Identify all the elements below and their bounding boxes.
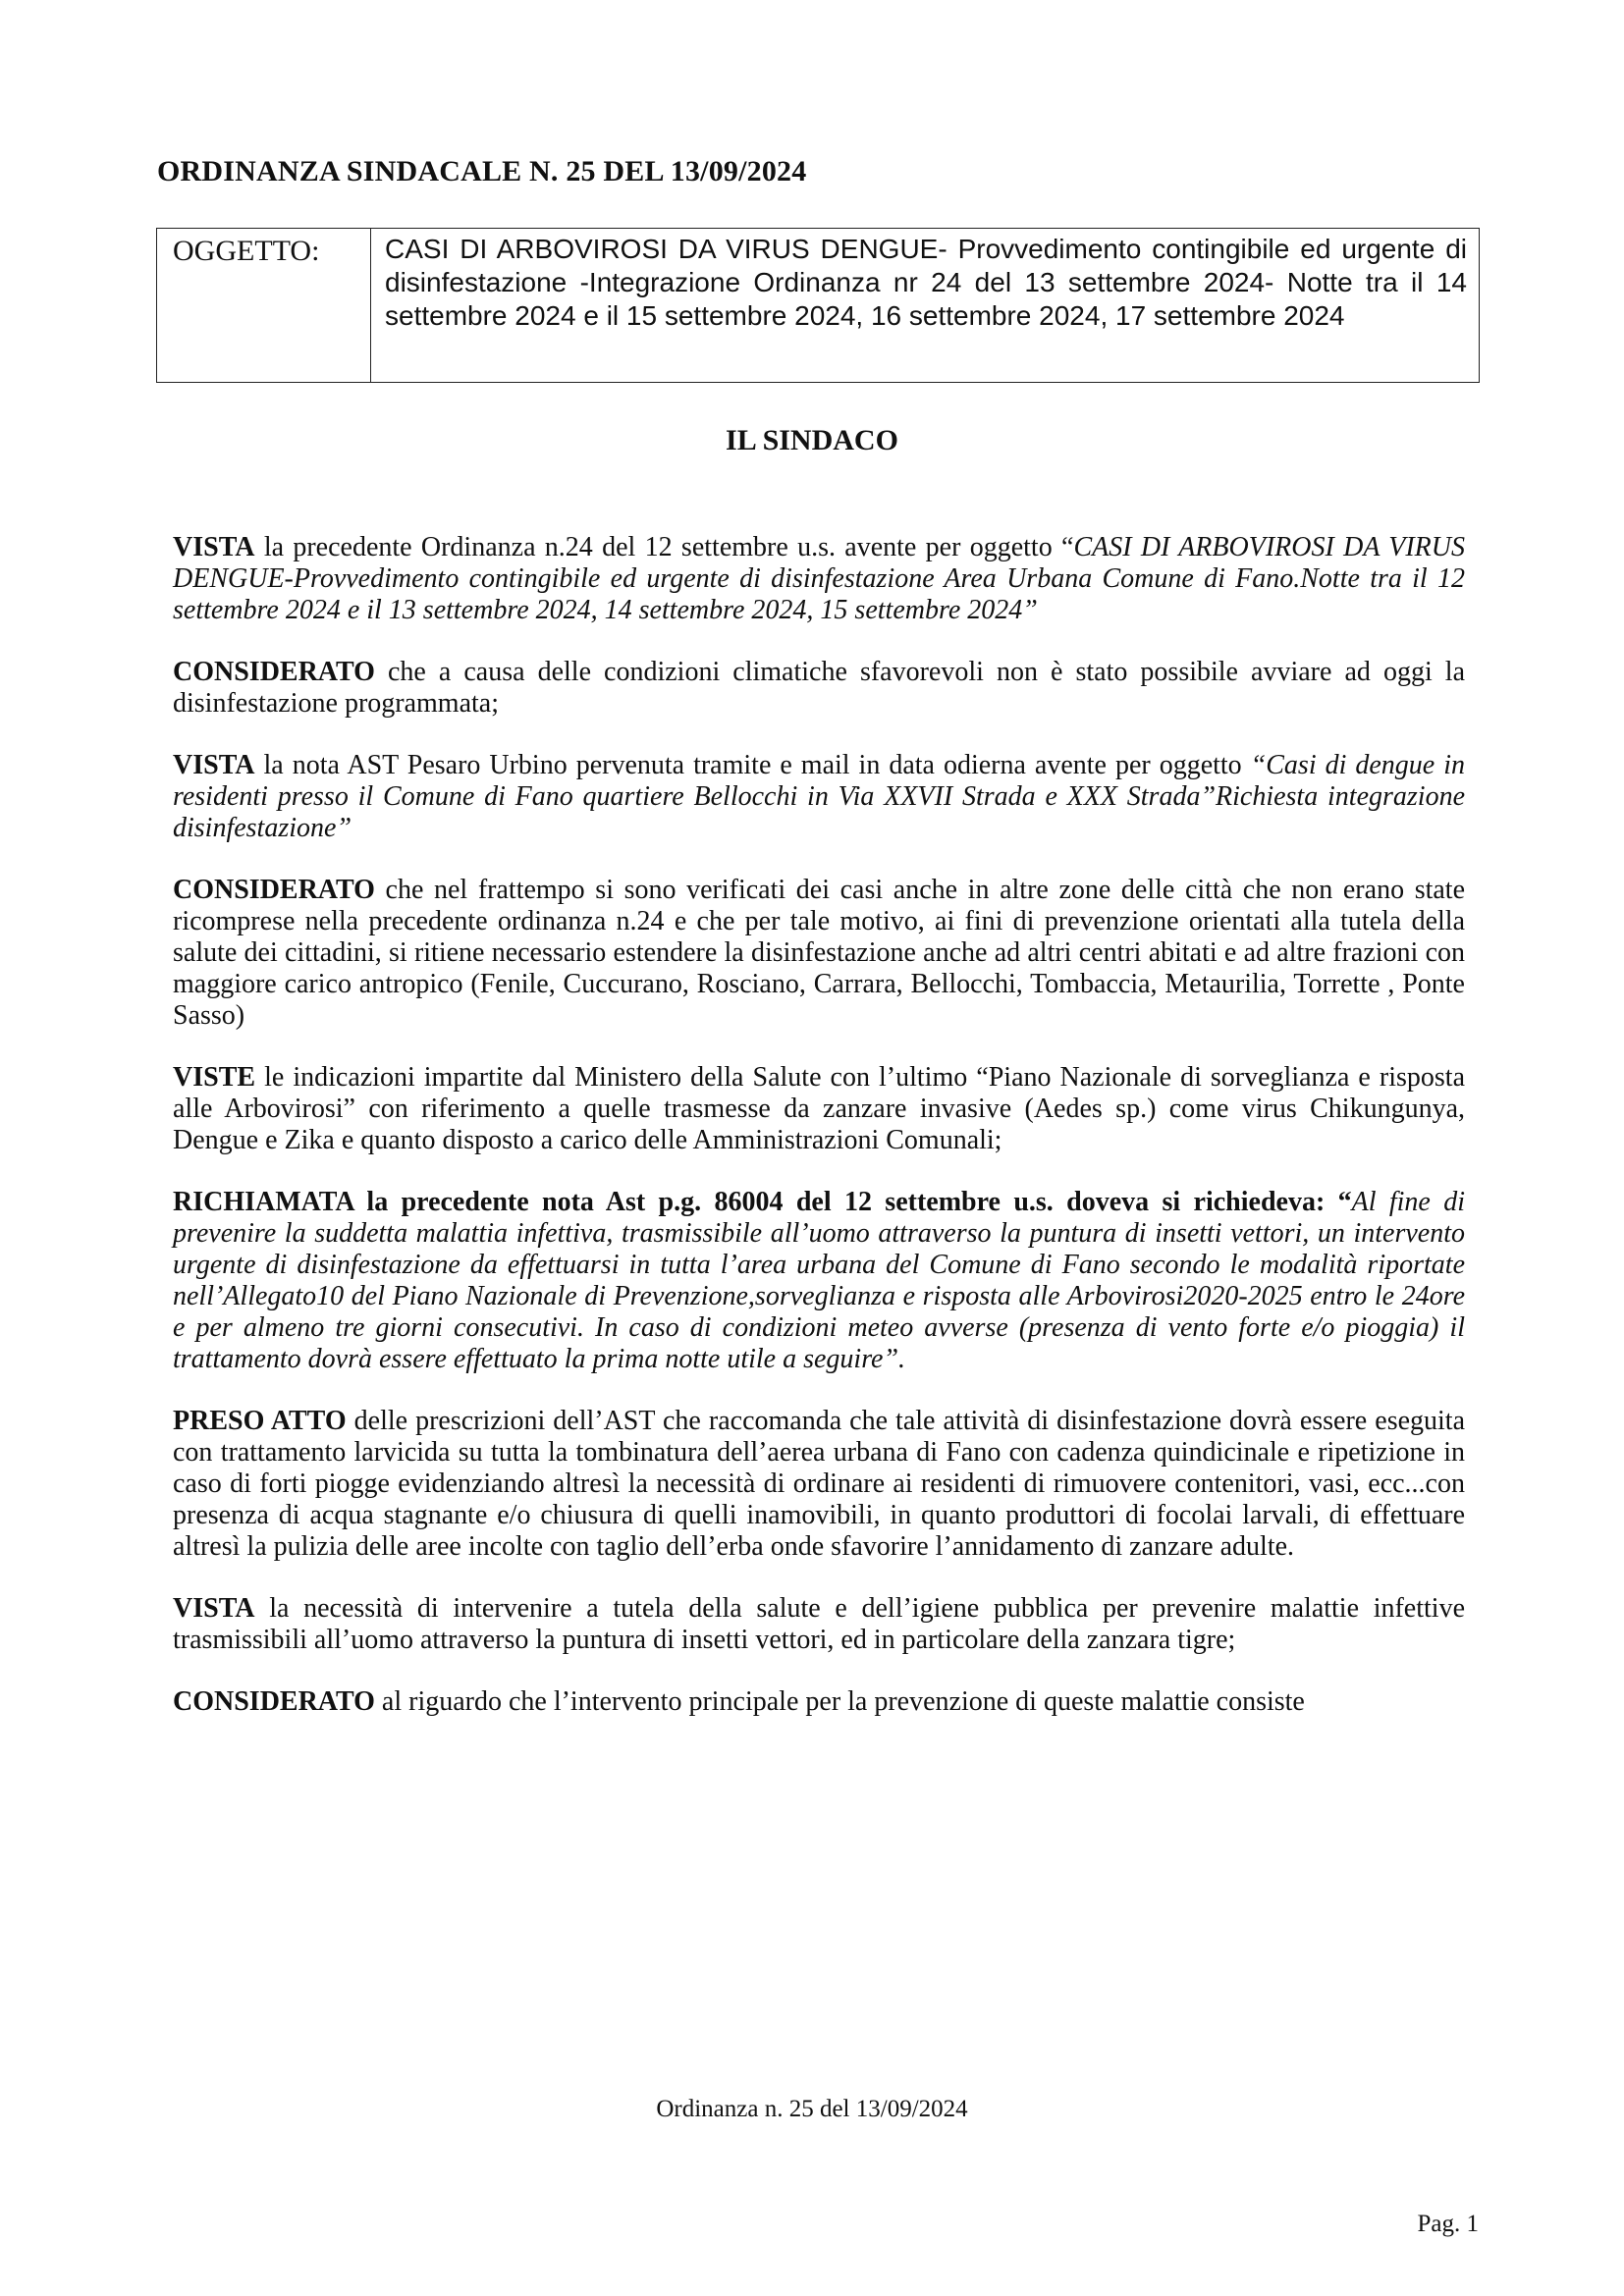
page-footer: Ordinanza n. 25 del 13/09/2024 [656,2096,968,2122]
paragraph-italic: Al fine di prevenire la suddetta malattia infettiva, trasmissibile all’uomo attraverso la puntura di insetti vettori, un intervento urgente di disinfestazione da effettuarsi in tutta l’area urbana del Comune di Fano secondo le modalità riportate nell’Allegato10 del Piano Nazionale di Prevenzione,sorveglianza e risposta alle Arbovirosi2020-2025 entro le 24ore e per almeno tre giorni consecutivi. In caso di condizioni meteo avverse (presenza di vento forte e/o pioggia) il trattamento dovrà essere effettuato la prima notte utile a seguire”. [173,1187,1465,1374]
paragraph [173,657,1465,720]
subject-label: OGGETTO: [157,229,371,382]
paragraph [173,1406,1465,1563]
document-body [173,532,1465,1748]
paragraph-lead: VISTA [173,1593,255,1624]
paragraph [173,1686,1465,1718]
paragraph-text: la necessità di intervenire a tutela della salute e dell’igiene pubblica per prevenire malattie infettive trasmissibili all’uomo attraverso la puntura di insetti vettori, ed in particolare della zanzara tigre; [173,1593,1465,1655]
paragraph-lead: CONSIDERATO [173,1686,375,1717]
paragraph-text: delle prescrizioni dell’AST che raccomanda che tale attività di disinfestazione dovrà essere eseguita con trattamento larvicida su tutta la tombinatura dell’aerea urbana di Fano con cadenza quindicinale e ripetizione in caso di forti piogge evidenziando altresì la necessità di ordinare ai residenti di rimuovere contenitori, vasi, ecc...con presenza di acqua stagnante e/o chiusura di quelli inamovibili, in quanto produttori di focolai larvali, di effettuare altresì la pulizia delle aree incolte con taglio dell’erba onde sfavorire l’annidamento di zanzare adulte. [173,1406,1466,1562]
section-heading: IL SINDACO [726,424,898,456]
paragraph [173,750,1465,844]
paragraph-text: che nel frattempo si sono verificati dei casi anche in altre zone delle città che non erano state ricomprese nella precedente ordinanza n.24 e che per tale motivo, ai fini di prevenzione orientati alla tutela della salute dei cittadini, si ritiene necessario estendere la disinfestazione anche ad altri centri abitati e ad altre frazioni con maggiore carico antropico (Fenile, Cuccurano, Rosciano, Carrara, Bellocchi, Tombaccia, Metaurilia, Torrette , Ponte Sasso) [173,875,1465,1031]
paragraph [173,1593,1465,1656]
paragraph [173,1062,1465,1156]
paragraph-lead: PRESO ATTO [173,1406,347,1436]
paragraph-lead: CONSIDERATO [173,657,375,687]
paragraph-italic: “Casi di dengue in residenti presso il Comune di Fano quartiere Bellocchi in Via XXVII Strada e XXX Strada”Richiesta integrazione disinfestazione” [173,750,1465,843]
paragraph-text: le indicazioni impartite dal Ministero della Salute con l’ultimo “Piano Nazionale di sorveglianza e risposta alle Arbovirosi” con riferimento a quelle trasmesse da zanzare invasive (Aedes sp.) come virus Chikungunya, Dengue e Zika e quanto disposto a carico delle Amministrazioni Comunali; [173,1062,1465,1155]
paragraph-lead: CONSIDERATO [173,875,375,905]
paragraph [173,1187,1465,1375]
paragraph-lead: VISTE [173,1062,256,1093]
paragraph-text: al riguardo che l’intervento principale per la prevenzione di queste malattie consiste [374,1686,1305,1717]
subject-text: CASI DI ARBOVIROSI DA VIRUS DENGUE- Provvedimento contingibile ed urgente di disinfestazione -Integrazione Ordinanza nr 24 del 13 settembre 2024- Notte tra il 14 settembre 2024 e il 15 settembre 2024, 16 settembre 2024, 17 settembre 2024 [385,234,1467,331]
paragraph [173,875,1465,1032]
paragraph-lead: VISTA [173,532,255,562]
subject-box [156,228,1480,383]
paragraph-italic: CASI DI ARBOVIROSI DA VIRUS DENGUE-Provvedimento contingibile ed urgente di disinfestazione Area Urbana Comune di Fano.Notte tra il 12 settembre 2024 e il 13 settembre 2024, 14 settembre 2024, 15 settembre 2024” [173,532,1465,625]
paragraph [173,532,1465,626]
paragraph-text: la nota AST Pesaro Urbino pervenuta tramite e mail in data odierna avente per oggetto [254,750,1251,780]
paragraph-lead: RICHIAMATA la precedente nota Ast p.g. 86004 del 12 settembre u.s. doveva si richiedeva: “ [173,1187,1352,1217]
document-title: ORDINANZA SINDACALE N. 25 DEL 13/09/2024 [157,155,807,187]
paragraph-text: la precedente Ordinanza n.24 del 12 settembre u.s. avente per oggetto “ [254,532,1074,562]
paragraph-lead: VISTA [173,750,255,780]
paragraph-text: che a causa delle condizioni climatiche sfavorevoli non è stato possibile avviare ad oggi la disinfestazione programmata; [173,657,1465,719]
page-number: Pag. 1 [1417,2211,1479,2237]
